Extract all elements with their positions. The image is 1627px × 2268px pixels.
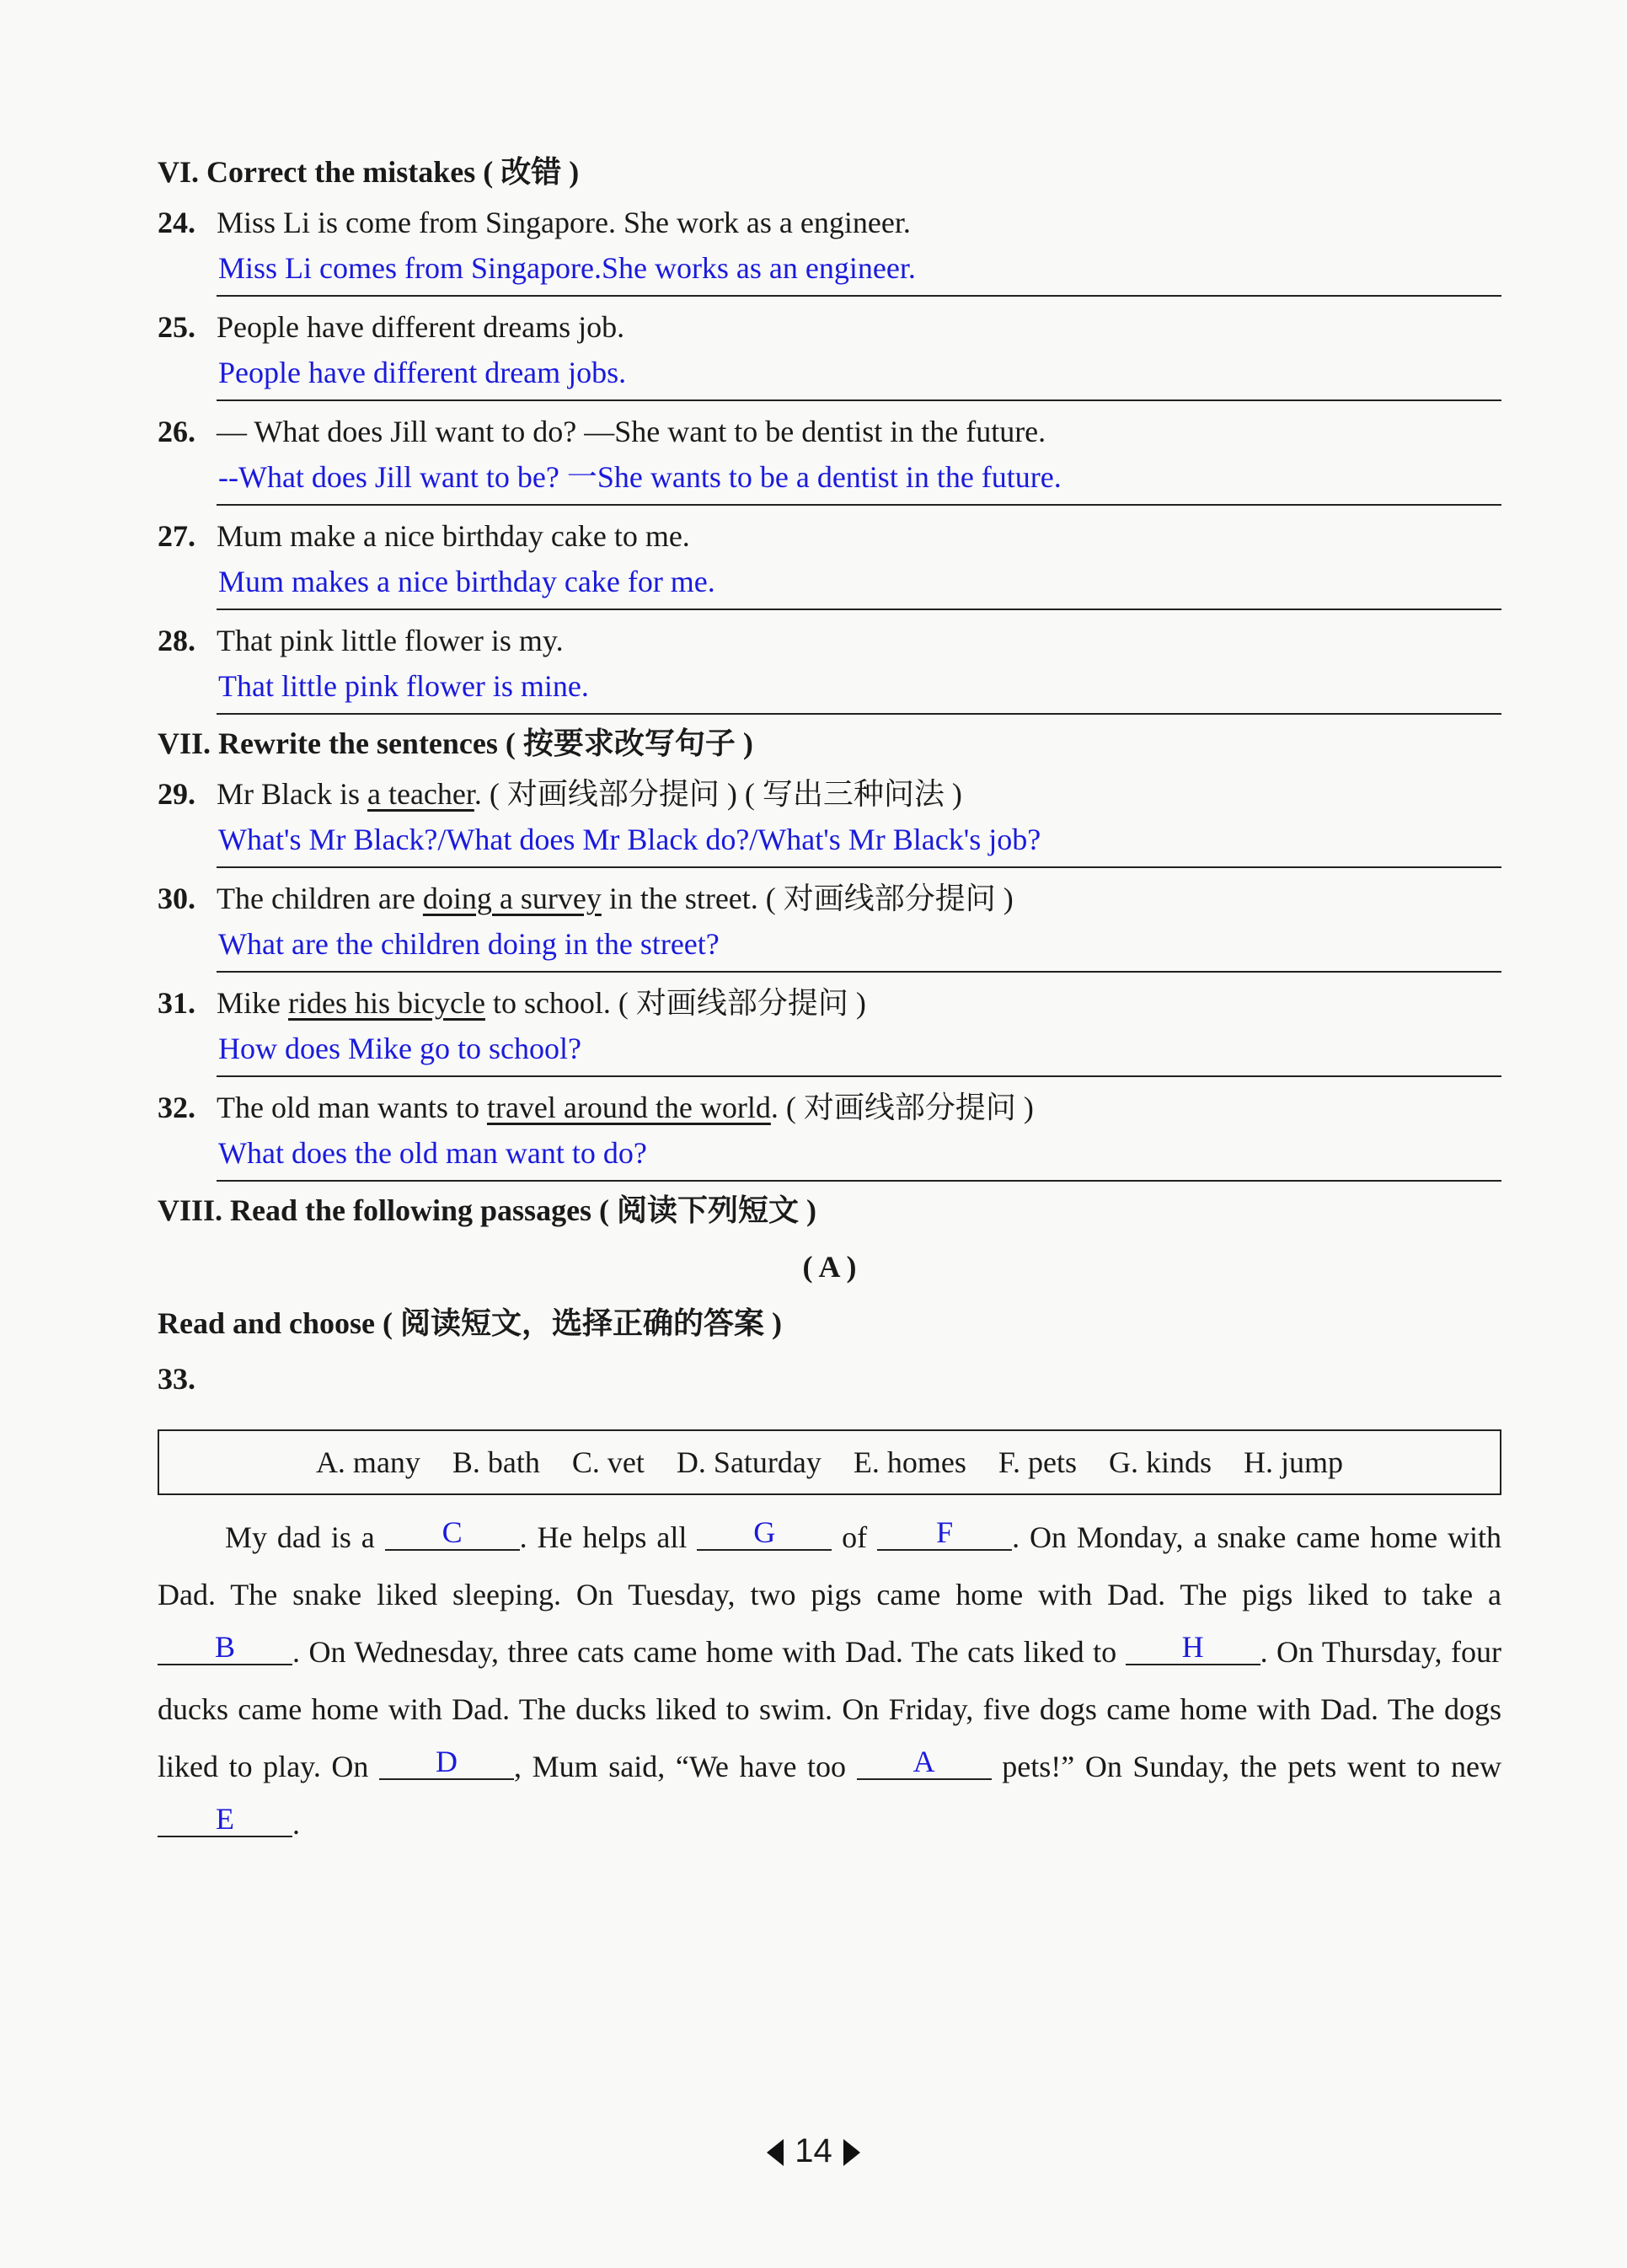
answer-line[interactable]: Mum makes a nice birthday cake for me. (217, 558, 1501, 610)
word-option: F. pets (998, 1445, 1078, 1479)
question-text: Miss Li is come from Singapore. She work as a engineer. (217, 206, 911, 239)
passage-text: . On Monday, a snake came home with Dad. The snake liked sleeping. On Tuesday, two pigs came home with Dad. The pigs liked to take a (158, 1520, 1501, 1611)
word-option: H. jump (1244, 1445, 1344, 1479)
question-28 (158, 619, 1501, 715)
question-30 (158, 877, 1501, 973)
question-text (217, 772, 1501, 816)
passage-text: pets!” On Sunday, the pets went to new (991, 1750, 1502, 1783)
answer-line[interactable]: Miss Li comes from Singapore.She works as an engineer. (217, 244, 1501, 297)
answer-line[interactable]: --What does Jill want to be? 一She wants to be a dentist in the future. (217, 453, 1501, 506)
question-number: 26. (158, 415, 195, 448)
word-option: E. homes (853, 1445, 966, 1479)
question-number: 27. (158, 519, 195, 553)
word-bank (158, 1429, 1501, 1495)
answer-line[interactable]: That little pink flower is mine. (217, 662, 1501, 715)
question-text: — What does Jill want to do? —She want to be dentist in the future. (217, 415, 1046, 448)
reading-passage (158, 1509, 1501, 1852)
text-after: in the street. ( 对画线部分提问 ) (601, 882, 1014, 915)
question-27 (158, 514, 1501, 610)
section-vii-title: VII. Rewrite the sentences ( 按要求改写句子 ) (158, 727, 753, 760)
underlined-part: travel around the world (486, 1091, 771, 1124)
passage-text: . On Wednesday, three cats came home with Dad. The cats liked to (292, 1635, 1126, 1669)
question-number: 29. (158, 777, 195, 811)
question-text (217, 877, 1501, 920)
question-number: 32. (158, 1091, 195, 1124)
text-before: Mike (217, 986, 288, 1020)
answer-line[interactable]: What's Mr Black?/What does Mr Black do?/What's Mr Black's job? (217, 816, 1501, 868)
left-triangle-icon (765, 2137, 785, 2168)
question-25 (158, 305, 1501, 401)
section-vi-title: VI. Correct the mistakes ( 改错 ) (158, 155, 580, 189)
page-footer (0, 2132, 1627, 2170)
text-before: Mr Black is (217, 777, 367, 811)
question-31 (158, 981, 1501, 1077)
question-text (217, 981, 1501, 1025)
underlined-part: rides his bicycle (288, 986, 485, 1020)
answer-line[interactable]: How does Mike go to school? (217, 1025, 1501, 1077)
answer-blank[interactable]: C (385, 1515, 520, 1551)
page-number: 14 (795, 2132, 832, 2169)
read-and-choose-instruction: Read and choose ( 阅读短文，选择正确的答案 ) (158, 1306, 783, 1340)
answer-blank[interactable]: A (857, 1745, 992, 1780)
text-after: . ( 对画线部分提问 ) ( 写出三种问法 ) (474, 777, 962, 811)
question-26 (158, 410, 1501, 506)
question-number: 24. (158, 206, 195, 239)
answer-blank[interactable]: D (379, 1745, 514, 1780)
passage-text: of (832, 1520, 878, 1554)
underlined-part: doing a survey (422, 882, 602, 915)
answer-blank[interactable]: E (158, 1802, 292, 1837)
question-number: 31. (158, 986, 195, 1020)
section-viii-title: VIII. Read the following passages ( 阅读下列短文 ) (158, 1193, 817, 1227)
passage-label: ( A ) (802, 1250, 857, 1284)
passage-text: My dad is a (225, 1520, 385, 1554)
word-option: B. bath (452, 1445, 540, 1479)
answer-blank[interactable]: G (697, 1515, 832, 1551)
text-before: The old man wants to (217, 1091, 487, 1124)
word-option: C. vet (571, 1445, 645, 1479)
question-text: Mum make a nice birthday cake to me. (217, 519, 690, 553)
question-29 (158, 772, 1501, 868)
word-option: A. many (315, 1445, 420, 1479)
question-24 (158, 201, 1501, 297)
question-number: 28. (158, 624, 195, 657)
passage-text: , Mum said, “We have too (514, 1750, 857, 1783)
question-text (217, 1086, 1501, 1129)
text-after: to school. ( 对画线部分提问 ) (484, 986, 866, 1020)
answer-blank[interactable]: F (877, 1515, 1012, 1551)
question-number: 30. (158, 882, 195, 915)
answer-line[interactable]: People have different dream jobs. (217, 349, 1501, 401)
question-text: That pink little flower is my. (217, 624, 564, 657)
word-option: D. Saturday (676, 1445, 822, 1479)
answer-blank[interactable]: B (158, 1630, 292, 1665)
question-33-number: 33. (158, 1362, 195, 1396)
passage-text: . On Thursday, four ducks came home with Dad. The ducks liked to swim. On Friday, five dogs came home with Dad. The dogs liked to play. On (158, 1635, 1501, 1783)
text-after: . ( 对画线部分提问 ) (770, 1091, 1034, 1124)
question-number: 25. (158, 310, 195, 344)
underlined-part: a teacher (367, 777, 474, 811)
question-text: People have different dreams job. (217, 310, 625, 344)
answer-blank[interactable]: H (1126, 1630, 1260, 1665)
right-triangle-icon (842, 2137, 862, 2168)
text-before: The children are (217, 882, 423, 915)
answer-line[interactable]: What are the children doing in the street? (217, 920, 1501, 973)
passage-text: . He helps all (519, 1520, 698, 1554)
page-content (158, 152, 1501, 1852)
word-option: G. kinds (1109, 1445, 1212, 1479)
passage-text: . (292, 1807, 300, 1841)
answer-line[interactable]: What does the old man want to do? (217, 1129, 1501, 1182)
question-32 (158, 1086, 1501, 1182)
